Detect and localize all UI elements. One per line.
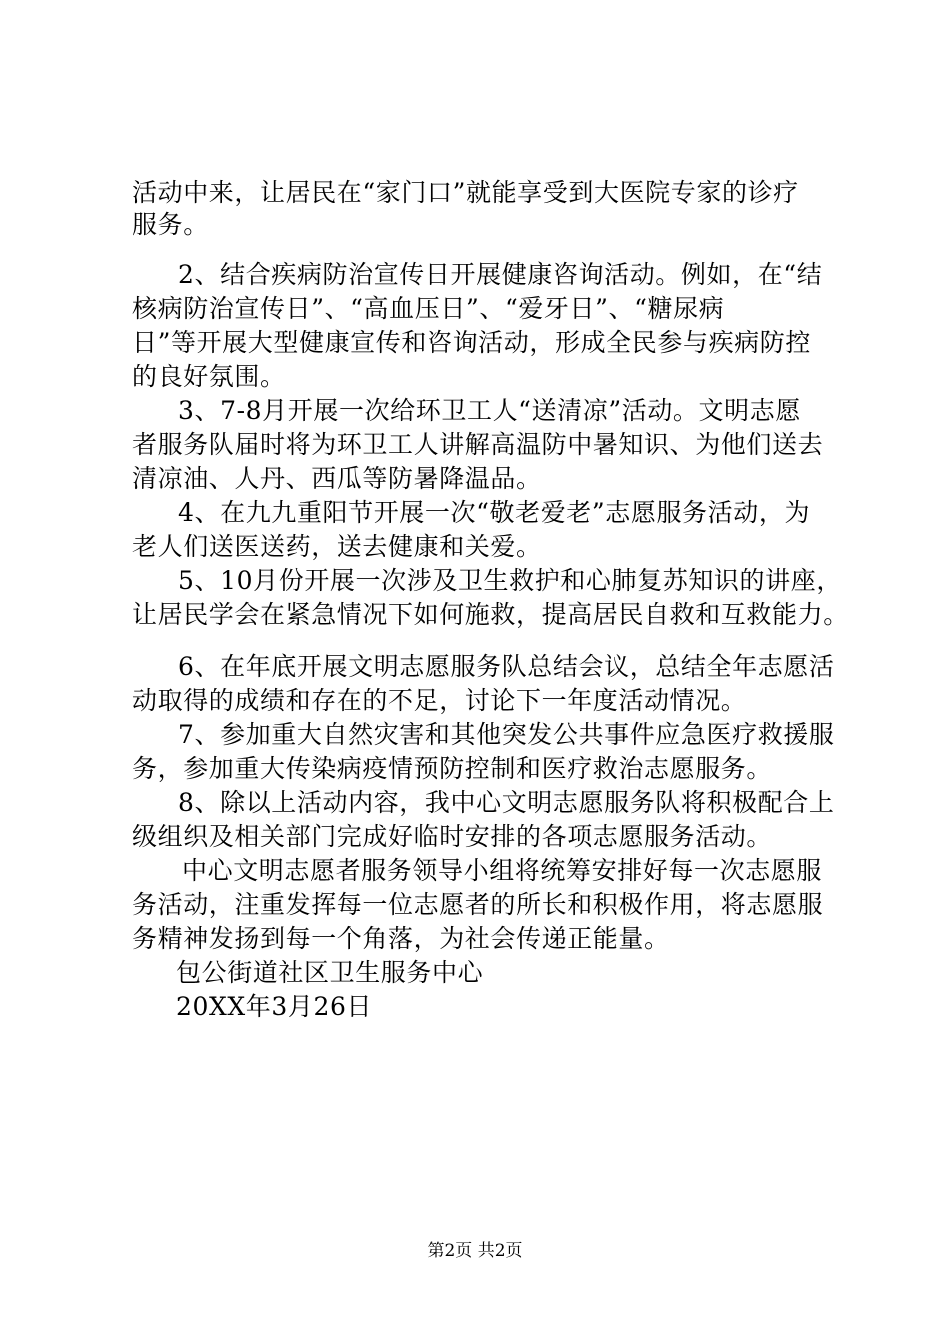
body-line: 活动中来，让居民在“家门口”就能享受到大医院专家的诊疗 [132,178,799,207]
paragraph-item-8: 8、除以上活动内容，我中心文明志愿服务队将积极配合上 [178,788,835,817]
body-line: 的良好氛围。 [132,362,286,391]
paragraph-item-2: 2、结合疾病防治宣传日开展健康咨询活动。例如，在“结 [178,260,823,289]
paragraph-item-5: 5、10月份开展一次涉及卫生救护和心肺复苏知识的讲座， [178,566,842,595]
page-number-footer: 第2页 共2页 [427,1241,523,1261]
body-line: 服务。 [132,210,209,239]
paragraph-item-7: 7、参加重大自然灾害和其他突发公共事件应急医疗救援服 [178,720,835,749]
paragraph-item-4: 4、在九九重阳节开展一次“敬老爱老”志愿服务活动，为 [178,498,811,527]
closing-paragraph: 中心文明志愿者服务领导小组将统筹安排好每一次志愿服 [182,856,823,885]
body-line: 清凉油、人丹、西瓜等防暑降温品。 [132,464,542,493]
body-line: 核病防治宣传日”、“高血压日”、“爱牙日”、“糖尿病 [132,294,725,323]
body-line: 日”等开展大型健康宣传和咨询活动，形成全民参与疾病防控 [132,328,811,357]
body-line: 务，参加重大传染病疫情预防控制和医疗救治志愿服务。 [132,754,773,783]
body-line: 老人们送医送药，送去健康和关爱。 [132,532,542,561]
body-line: 者服务队届时将为环卫工人讲解高温防中暑知识、为他们送去 [132,430,824,459]
body-line: 让居民学会在紧急情况下如何施救，提高居民自救和互救能力。 [132,600,849,629]
body-line: 务精神发扬到每一个角落，为社会传递正能量。 [132,924,670,953]
body-line: 级组织及相关部门完成好临时安排的各项志愿服务活动。 [132,822,773,851]
paragraph-item-6: 6、在年底开展文明志愿服务队总结会议，总结全年志愿活 [178,652,835,681]
body-line: 动取得的成绩和存在的不足，讨论下一年度活动情况。 [132,686,747,715]
signature-date: 20XX年3月26日 [176,992,373,1021]
body-line: 务活动，注重发挥每一位志愿者的所长和积极作用，将志愿服 [132,890,824,919]
paragraph-item-3: 3、7-8月开展一次给环卫工人“送清凉”活动。文明志愿 [178,396,801,425]
signature-organization: 包公街道社区卫生服务中心 [176,958,484,987]
